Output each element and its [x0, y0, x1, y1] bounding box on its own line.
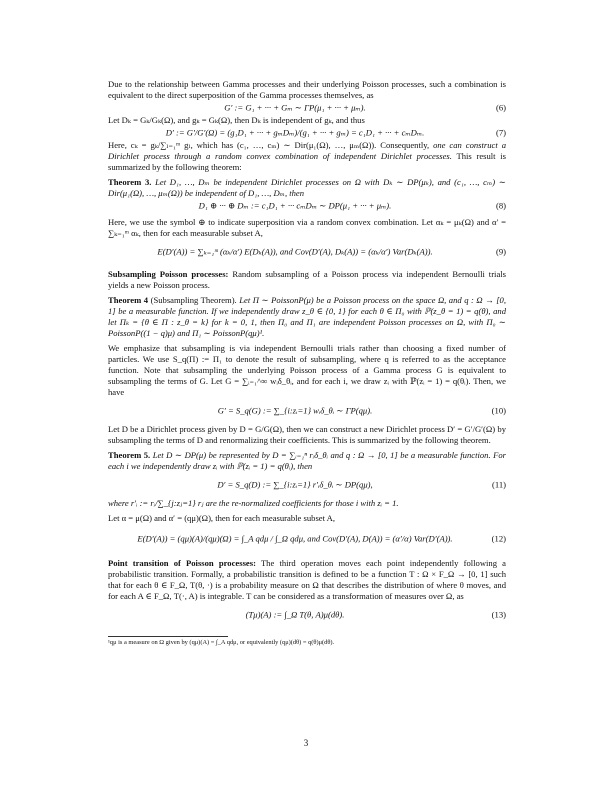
equation-number: (6)	[495, 102, 506, 113]
section-text: The third operation moves each point independently following a probabilistic transition. Formally, a probabilistic transition is defined to be a function T : Ω × F_Ω → [0, 1] such that for each θ ∈ F_Ω, T(θ, ·) is a probability measure on Ω that describes the distribution of where θ moves, and for each A ∈ F_Ω, T(·, A) is integrable. T can be considered as a transformation of measures over Ω, as	[108, 558, 506, 601]
page-body	[108, 79, 506, 647]
theorem-statement: Let Π ∼ PoissonP(μ) be a Poisson process on the space Ω, and q : Ω → [0, 1] be a measurable function. If we independently draw z_θ ∈ {0, 1} for each θ ∈ Π₀ with ℙ(z_θ = 1) = q(θ), and let Πₖ = {θ ∈ Π : z_θ = k} for k = 0, 1, then Π₀ and Π₁ are independent Poisson processes on Ω, with Π₀ ∼ PoissonP((1 − q)μ) and Π₁ ∼ PoissonP(qμ)¹.	[108, 295, 507, 338]
theorem-5-tail: where r′ᵢ := rᵢ/∑_{j:zⱼ=1} rⱼ are the re-normalized coefficients for those i with zᵢ = 1.	[108, 498, 399, 508]
equation-body: G′ = S_q(G) := ∑_{i:zᵢ=1} wᵢδ_θᵢ ∼ ΓP(qμ).	[217, 405, 373, 416]
paragraph-convex-combination	[108, 140, 506, 173]
equation-body: E(D′(A)) = ∑ₖ₌₁ᵐ (αₖ/α′) E(Dₖ(A)), and Cov(D′(A), Dₖ(A)) = (αₖ/α′) Var(Dₖ(A)).	[157, 246, 433, 257]
footnote-rule	[108, 636, 228, 637]
equation-13	[108, 602, 506, 628]
paragraph-dirichlet-subsampling: Let D be a Dirichlet process given by D = G/G(Ω), then we can construct a new Dirichlet process D′ = G′/G′(Ω) by subsampling the terms of D and renormalizing their coefficients. This is summarized by the following theorem.	[108, 424, 506, 445]
equation-number: (7)	[495, 127, 506, 138]
theorem-5	[108, 450, 506, 472]
theorem-3	[108, 177, 506, 199]
equation-body: D₁ ⊕ ··· ⊕ Dₘ := c₁D₁ + ··· cₘDₘ ∼ DP(μ₁ + ··· + μₘ).	[198, 200, 392, 211]
equation-body: (Tμ)(A) := ∫_Ω T(θ, A)μ(dθ).	[245, 609, 345, 620]
paragraph-let-dk: Let Dₖ = Gₖ/Gₖ(Ω), and gₖ = Gₖ(Ω), then Dₖ is independent of gₖ, and thus	[108, 115, 365, 125]
equation-6	[108, 101, 506, 115]
equation-body: D′ = S_q(D) := ∑_{i:zᵢ=1} r′ᵢδ_θᵢ ∼ DP(qμ),	[217, 479, 373, 490]
paragraph-subsampling-explanation: We emphasize that subsampling is via independent Bernoulli trials rather than choosing a fixed number of particles. We use S_q(Π) := Π₁ to denote the result of subsampling, where q is referred to as the acceptance function. Note that subsampling the underlying Poisson process of a Gamma process G is equivalent to subsampling the terms of G. Let G = ∑ᵢ₌₁^∞ wᵢδ_θᵢ, and for each i, we draw zᵢ with ℙ(zᵢ = 1) = q(θᵢ). Then, we have	[108, 343, 506, 397]
theorem-heading: Theorem 5.	[108, 450, 151, 460]
section-point-transition	[108, 558, 506, 602]
paragraph-gamma-superposition: Due to the relationship between Gamma processes and their underlying Poisson processes, such a combination is equivalent to the direct superposition of the Gamma processes themselves, as	[108, 79, 506, 100]
section-heading: Point transition of Poisson processes:	[108, 558, 256, 568]
equation-number: (13)	[491, 609, 506, 620]
section-heading: Subsampling Poisson processes:	[108, 269, 229, 279]
equation-10	[108, 398, 506, 424]
section-text: Random subsampling of a Poisson process via independent Bernoulli trials yields a new Poisson process.	[108, 269, 506, 290]
equation-7	[108, 126, 506, 140]
equation-body: E(D′(A)) = (qμ)(A)/(qμ)(Ω) = ∫_A qdμ / ∫_Ω qdμ, and Cov(D′(A), D(A)) = (α′/α) Var(D′(A)).	[137, 533, 453, 544]
page-number: 3	[303, 738, 309, 748]
equation-body: G′ := G₁ + ··· + Gₘ ∼ ΓP(μ₁ + ··· + μₘ).	[224, 102, 366, 113]
equation-number: (8)	[495, 200, 506, 211]
theorem-statement: Let D ∼ DP(μ) be represented by D = ∑ᵢ₌₁ⁿ rᵢδ_θᵢ and q : Ω → [0, 1] be a measurable function. For each i we independently draw zᵢ with ℙ(zᵢ = 1) = q(θᵢ), then	[108, 450, 506, 471]
text-run: This result is summarized by the following theorem:	[108, 151, 506, 172]
equation-12	[108, 524, 506, 554]
theorem-statement: Let D₁, …, Dₘ be independent Dirichlet processes on Ω with Dₖ ∼ DP(μₖ), and (c₁, …, cₘ) ∼ Dir(μ₁(Ω), …, μₘ(Ω)) be independent of D₁, …, Dₘ, then	[108, 177, 506, 198]
paragraph-superposition-symbol: Here, we use the symbol ⊕ to indicate superposition via a random convex combination. Let αₖ = μₖ(Ω) and α′ = ∑ₖ₌₁ᵐ αₖ, then for each measurable subset A,	[108, 217, 506, 238]
section-subsampling	[108, 269, 506, 291]
theorem-name: (Subsampling Theorem).	[150, 295, 237, 305]
equation-number: (12)	[491, 533, 506, 544]
equation-number: (10)	[491, 405, 506, 416]
equation-number: (9)	[495, 246, 506, 257]
footnote: ¹qμ is a measure on Ω given by (qμ)(A) = ∫_A qdμ, or equivalently (qμ)(dθ) = q(θ)μ(dθ).	[108, 639, 335, 646]
theorem-4	[108, 295, 506, 339]
equation-11	[108, 472, 506, 498]
emphasis-text: one can construct a Dirichlet process through a random convex combination of independent Dirichlet processes.	[108, 140, 506, 161]
text-run: Here, cₖ = gₖ/∑ₗ₌₁ᵐ gₗ, which has (c₁, …, cₘ) ∼ Dir(μ₁(Ω), …, μₘ(Ω)). Consequently,	[108, 140, 430, 150]
equation-body: D′ := G′/G′(Ω) = (g₁D₁ + ··· + gₘDₘ)/(g₁ + ··· + gₘ) = c₁D₁ + ··· + cₘDₘ.	[165, 127, 425, 138]
equation-9	[108, 239, 506, 265]
equation-8	[108, 199, 506, 213]
equation-number: (11)	[492, 479, 506, 490]
paragraph-let-alpha: Let α = μ(Ω) and α′ = (qμ)(Ω), then for each measurable subset A,	[108, 513, 336, 523]
theorem-heading: Theorem 3.	[108, 177, 152, 187]
theorem-heading: Theorem 4	[108, 295, 149, 305]
